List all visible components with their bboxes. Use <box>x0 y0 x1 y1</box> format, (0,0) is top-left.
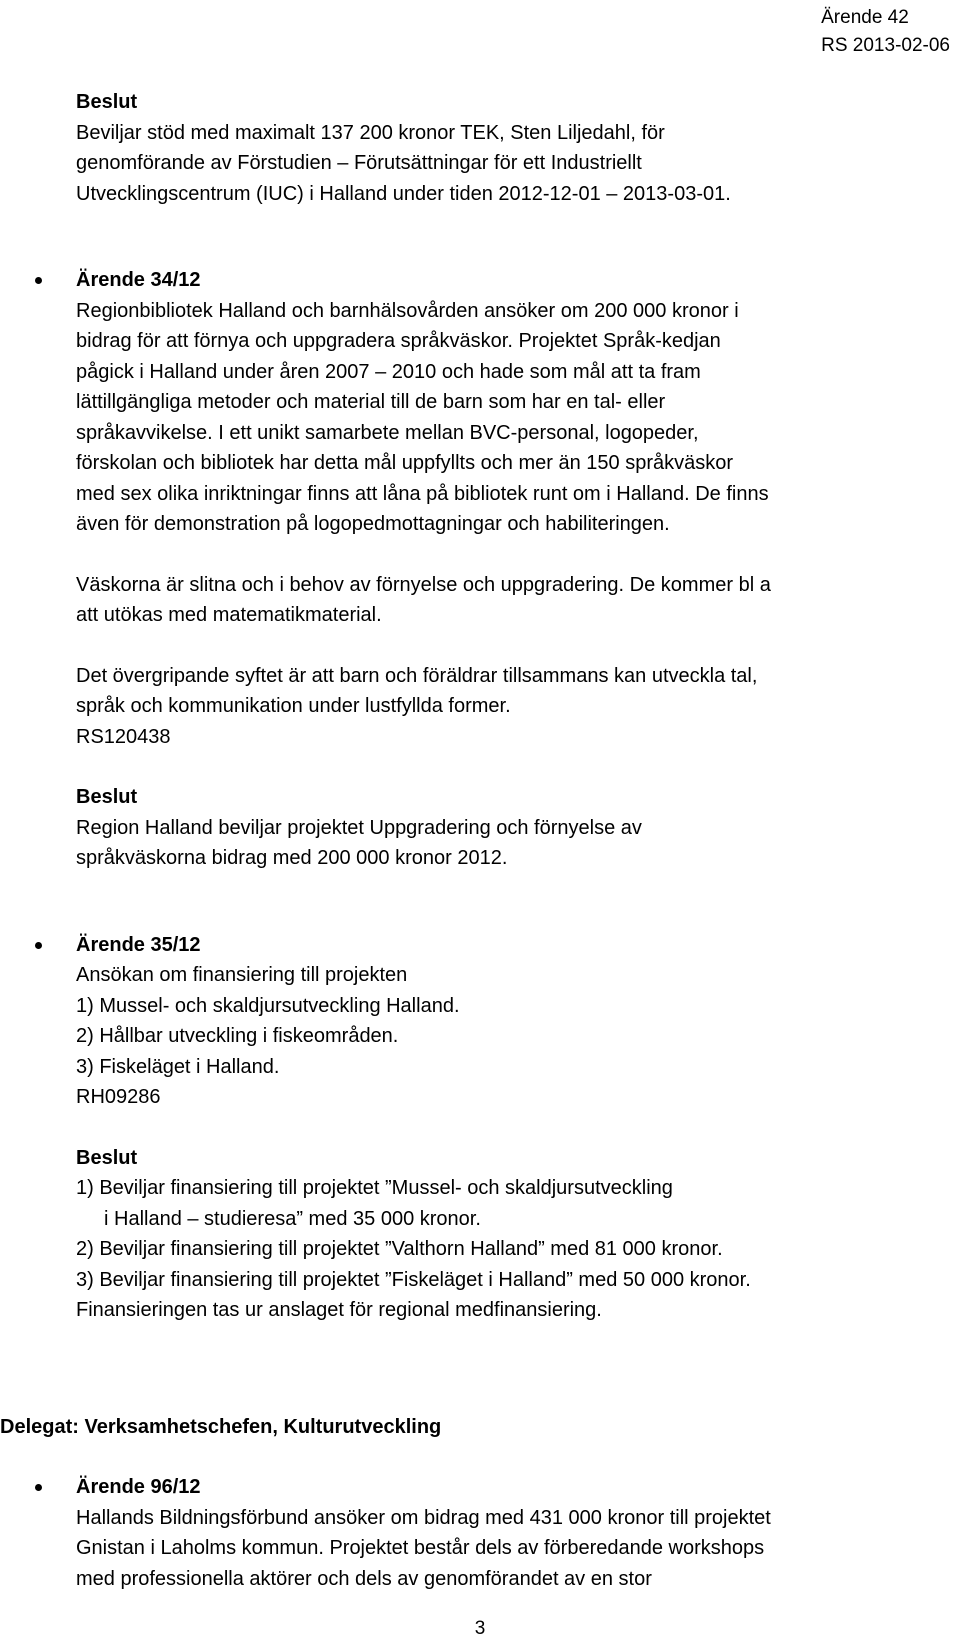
beslut-heading: Beslut <box>76 786 138 808</box>
arende-34-paragraph-1 <box>76 296 951 540</box>
text-line: pågick i Halland under åren 2007 – 2010 och hade som mål att ta fram <box>76 360 701 383</box>
delegat-heading: Delegat: Verksamhetschefen, Kulturutveckling <box>0 1415 442 1438</box>
bullet-icon <box>35 277 42 284</box>
text-line: 1) Mussel- och skaldjursutveckling Halland. <box>76 994 460 1017</box>
text-line: Väskorna är slitna och i behov av förnyelse och uppgradering. De kommer bl a <box>76 573 771 596</box>
beslut-line: språkväskorna bidrag med 200 000 kronor 2012. <box>76 847 508 869</box>
bullet-icon <box>35 942 42 949</box>
arende-35-section <box>0 930 950 1326</box>
document-body <box>0 87 950 1594</box>
page-number: 3 <box>474 1618 486 1639</box>
text-line: med sex olika inriktningar finns att låna på bibliotek runt om i Halland. De finns <box>76 482 769 505</box>
text-line: 2) Hållbar utveckling i fiskeområden. <box>76 1025 399 1047</box>
text-line: språkavvikelse. I ett unikt samarbete mellan BVC-personal, logopeder, <box>76 421 699 444</box>
reference-number: RS120438 <box>76 725 171 748</box>
text-line: även för demonstration på logopedmottagningar och habiliteringen. <box>76 513 670 535</box>
text-line: Regionbibliotek Halland och barnhälsovården ansöker om 200 000 kronor i <box>76 299 739 322</box>
arende-title: Ärende 34/12 <box>76 269 201 291</box>
bullet-icon <box>35 1484 42 1491</box>
text-line: Gnistan i Laholms kommun. Projektet består dels av förberedande workshops <box>76 1537 765 1559</box>
beslut-heading: Beslut <box>76 1146 138 1169</box>
text-line: förskolan och bibliotek har detta mål uppfyllts och mer än 150 språkväskor <box>76 452 734 474</box>
text-line: 3) Fiskeläget i Halland. <box>76 1055 280 1078</box>
reference-number: RH09286 <box>76 1086 161 1108</box>
first-beslut-section <box>0 87 950 209</box>
text-line: Hallands Bildningsförbund ansöker om bidrag med 431 000 kronor till projektet <box>76 1506 771 1529</box>
beslut-line: Utvecklingscentrum (IUC) i Halland under tiden 2012-12-01 – 2013-03-01. <box>76 182 731 205</box>
text-line: att utökas med matematikmaterial. <box>76 604 382 626</box>
beslut-line: 3) Beviljar finansiering till projektet ”Fiskeläget i Halland” med 50 000 kronor. <box>76 1268 751 1291</box>
text-line: med professionella aktörer och dels av genomförandet av en stor <box>76 1567 652 1590</box>
text-line: Det övergripande syftet är att barn och föräldrar tillsammans kan utveckla tal, <box>76 664 758 687</box>
text-line: bidrag för att förnya och uppgradera språkväskor. Projektet Språk-kedjan <box>76 330 721 352</box>
text-line: språk och kommunikation under lustfyllda former. <box>76 695 511 717</box>
arende-34-paragraph-2 <box>76 570 951 631</box>
arende-96-section <box>0 1472 950 1594</box>
beslut-line: 2) Beviljar finansiering till projektet ”Valthorn Halland” med 81 000 kronor. <box>76 1238 723 1260</box>
beslut-line: genomförande av Förstudien – Förutsättningar för ett Industriellt <box>76 152 642 174</box>
text-line: Ansökan om finansiering till projekten <box>76 964 408 986</box>
arende-title: Ärende 35/12 <box>76 933 201 956</box>
beslut-line: Finansieringen tas ur anslaget för regional medfinansiering. <box>76 1299 602 1321</box>
beslut-line: i Halland – studieresa” med 35 000 kronor. <box>104 1207 481 1230</box>
arende-34-paragraph-3 <box>76 661 951 753</box>
text-line: lättillgängliga metoder och material till de barn som har en tal- eller <box>76 391 666 413</box>
beslut-heading: Beslut <box>76 91 138 113</box>
beslut-line: 1) Beviljar finansiering till projektet ”Mussel- och skaldjursutveckling <box>76 1177 673 1199</box>
arende-34-section <box>0 265 950 874</box>
document-header <box>821 4 950 60</box>
arende-number: Ärende 42 <box>821 7 909 28</box>
arende-title: Ärende 96/12 <box>76 1476 201 1498</box>
beslut-line: Region Halland beviljar projektet Uppgradering och förnyelse av <box>76 816 642 839</box>
beslut-line: Beviljar stöd med maximalt 137 200 kronor TEK, Sten Liljedahl, för <box>76 121 665 144</box>
document-date: RS 2013-02-06 <box>821 35 950 56</box>
